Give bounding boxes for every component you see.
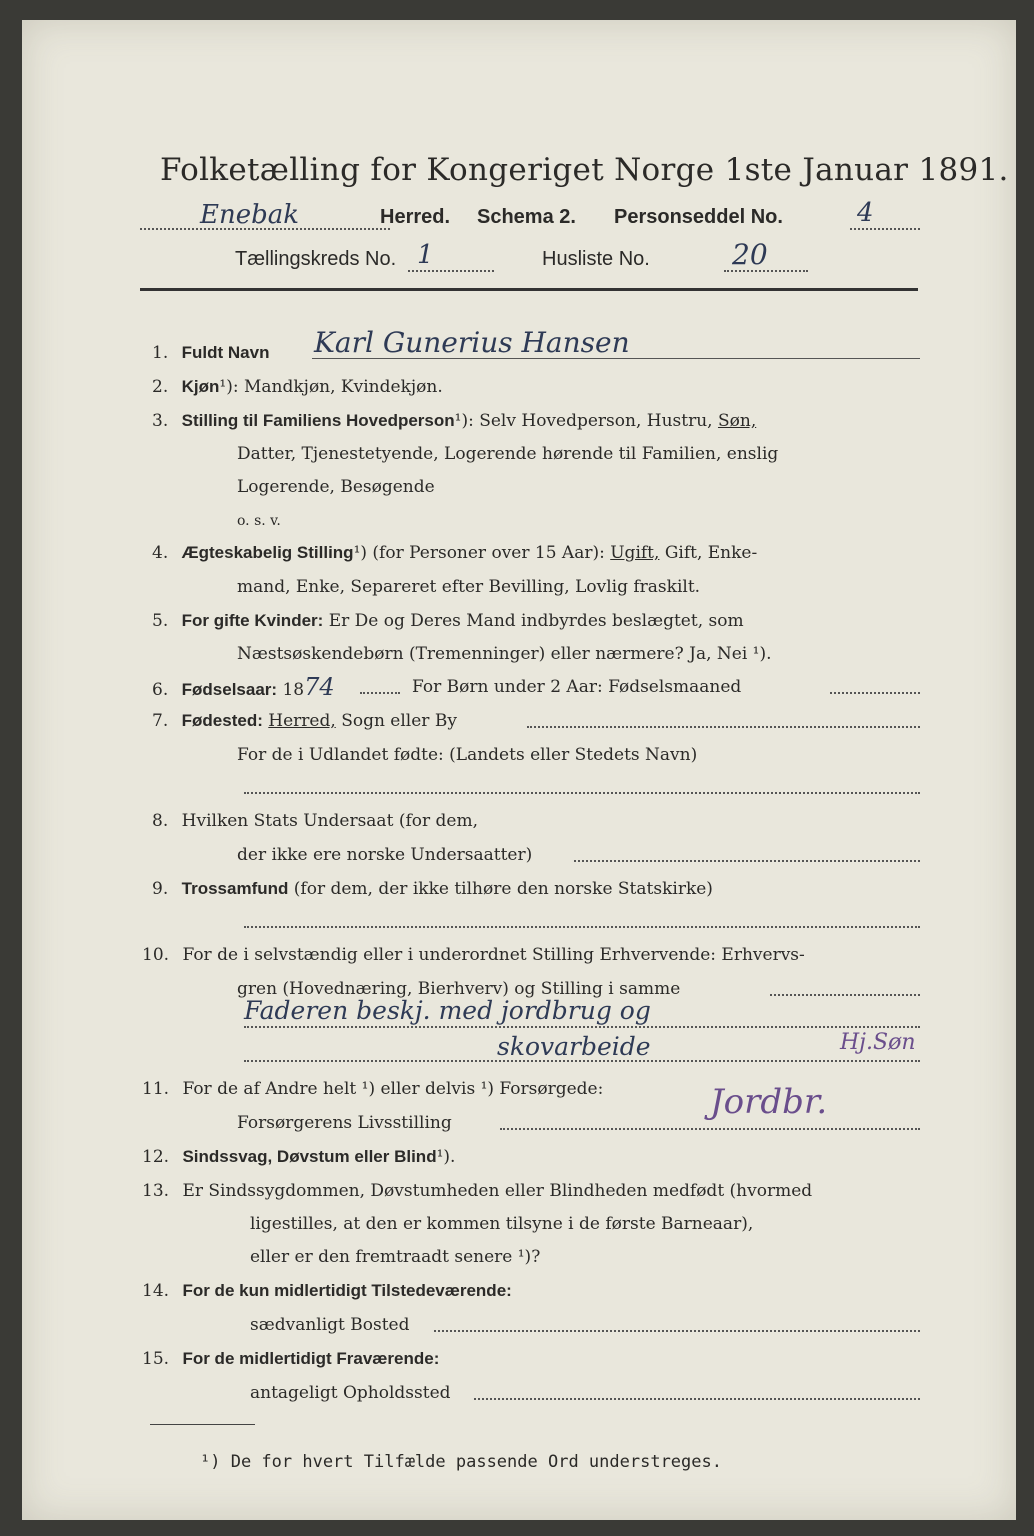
item-15-text2: antageligt Opholdssted bbox=[250, 1383, 451, 1403]
item-4-text1b: Gift, Enke- bbox=[664, 543, 758, 563]
item-10-dots-b bbox=[244, 1026, 920, 1028]
item-4-text1: ¹) (for Personer over 15 Aar): bbox=[353, 543, 605, 563]
item-10-dots bbox=[770, 994, 920, 996]
item-10-value2: skovarbeide bbox=[497, 1032, 651, 1061]
item-8-dots bbox=[574, 860, 920, 862]
item-3-text4: o. s. v. bbox=[237, 513, 281, 529]
schema-label: Schema 2. bbox=[477, 206, 576, 228]
item-15 bbox=[142, 1348, 439, 1370]
item-1 bbox=[152, 342, 269, 364]
item-13-number: 13. bbox=[142, 1181, 170, 1201]
item-9-number: 9. bbox=[152, 879, 169, 899]
form-title: Folketælling for Kongeriget Norge 1ste Januar 1891. bbox=[160, 152, 1009, 188]
item-4-text2: mand, Enke, Separeret efter Bevilling, Lovlig fraskilt. bbox=[237, 577, 701, 597]
item-7-text2: For de i Udlandet fødte: (Landets eller Stedets Navn) bbox=[237, 745, 698, 765]
personseddel-dots bbox=[850, 228, 920, 230]
item-15-dots bbox=[474, 1398, 920, 1400]
item-6-number: 6. bbox=[152, 680, 169, 700]
item-11 bbox=[142, 1078, 603, 1100]
item-3-label: Stilling til Familiens Hovedperson bbox=[181, 411, 455, 430]
item-6-prefix: 18 bbox=[282, 680, 305, 700]
item-9 bbox=[152, 878, 713, 900]
item-4-label: Ægteskabelig Stilling bbox=[181, 543, 354, 562]
item-13-text2: ligestilles, at den er kommen tilsyne i de første Barneaar), bbox=[250, 1214, 754, 1234]
item-7-dots-b bbox=[244, 792, 920, 794]
item-13-text1: Er Sindssygdommen, Døvstumheden eller Blindheden medfødt (hvormed bbox=[182, 1181, 813, 1201]
item-7-underlined: Herred, bbox=[268, 711, 336, 731]
item-10-value1: Faderen beskj. med jordbrug og bbox=[244, 996, 651, 1025]
item-5 bbox=[152, 610, 744, 632]
item-3-underlined: Søn, bbox=[717, 411, 757, 431]
herred-dots bbox=[140, 228, 390, 230]
item-14-dots bbox=[434, 1330, 920, 1332]
item-5-label: For gifte Kvinder: bbox=[181, 611, 324, 630]
census-form-page bbox=[22, 20, 1016, 1520]
item-6 bbox=[152, 673, 335, 701]
item-5-number: 5. bbox=[152, 611, 169, 631]
item-10-text1: For de i selvstændig eller i underordnet Stilling Erhvervende: Erhvervs- bbox=[182, 945, 805, 965]
herred-value: Enebak bbox=[200, 200, 300, 230]
item-12-text: ¹). bbox=[436, 1147, 456, 1167]
header-rule bbox=[140, 288, 918, 291]
item-7 bbox=[152, 710, 457, 732]
item-8-number: 8. bbox=[152, 811, 169, 831]
kreds-dots bbox=[408, 270, 494, 272]
husliste-value: 20 bbox=[732, 238, 768, 271]
item-11-annotation: Jordbr. bbox=[710, 1082, 828, 1122]
item-3-text1: ¹): Selv Hovedperson, Hustru, bbox=[454, 411, 713, 431]
item-14 bbox=[142, 1280, 512, 1302]
item-11-dots bbox=[500, 1128, 920, 1130]
item-8-text1: (for dem, bbox=[398, 811, 478, 831]
item-3-text3: Logerende, Besøgende bbox=[237, 477, 435, 497]
item-1-value: Karl Gunerius Hansen bbox=[314, 326, 630, 359]
item-12-label: Sindssvag, Døvstum eller Blind bbox=[182, 1147, 437, 1166]
kreds-value: 1 bbox=[417, 240, 434, 270]
item-2 bbox=[152, 376, 443, 398]
footnote-rule bbox=[150, 1424, 255, 1425]
herred-label: Herred. bbox=[380, 206, 451, 228]
item-11-text1: For de af Andre helt ¹) eller delvis ¹) Forsørgede: bbox=[182, 1079, 604, 1099]
personseddel-value: 4 bbox=[857, 198, 874, 228]
item-6-dots-a bbox=[360, 692, 400, 694]
husliste-dots bbox=[724, 270, 808, 272]
item-7-number: 7. bbox=[152, 711, 169, 731]
item-12 bbox=[142, 1146, 455, 1168]
item-6-text: For Børn under 2 Aar: Fødselsmaaned bbox=[412, 677, 742, 697]
item-15-number: 15. bbox=[142, 1349, 170, 1369]
item-3-text2: Datter, Tjenestetyende, Logerende hørende til Familien, enslig bbox=[237, 444, 779, 464]
item-3 bbox=[152, 410, 756, 432]
item-1-number: 1. bbox=[152, 343, 169, 363]
item-2-number: 2. bbox=[152, 377, 169, 397]
item-14-number: 14. bbox=[142, 1281, 170, 1301]
item-8-label: Hvilken Stats Undersaat bbox=[181, 811, 394, 831]
item-6-dots-b bbox=[830, 692, 920, 694]
item-13 bbox=[142, 1180, 812, 1202]
item-8-text2: der ikke ere norske Undersaatter) bbox=[237, 845, 533, 865]
item-1-line bbox=[312, 358, 920, 359]
item-7-label: Fødested: bbox=[181, 711, 263, 730]
item-1-label: Fuldt Navn bbox=[181, 343, 270, 362]
item-2-label: Kjøn bbox=[181, 377, 220, 396]
item-10-text2: gren (Hovednæring, Bierhverv) og Stilling i samme bbox=[237, 979, 681, 999]
item-4-number: 4. bbox=[152, 543, 169, 563]
footnote: ¹) De for hvert Tilfælde passende Ord understreges. bbox=[200, 1452, 722, 1472]
item-10 bbox=[142, 944, 805, 966]
item-11-number: 11. bbox=[142, 1079, 170, 1099]
item-7-dots bbox=[527, 726, 920, 728]
item-9-text: (for dem, der ikke tilhøre den norske Statskirke) bbox=[293, 879, 713, 899]
item-10-dots-c bbox=[244, 1060, 920, 1062]
item-8 bbox=[152, 810, 478, 832]
item-5-text1: Er De og Deres Mand indbyrdes beslægtet, som bbox=[328, 611, 744, 631]
item-10-annotation: Hj.Søn bbox=[840, 1030, 916, 1055]
item-9-label: Trossamfund bbox=[181, 879, 289, 898]
item-10-number: 10. bbox=[142, 945, 170, 965]
item-3-number: 3. bbox=[152, 411, 169, 431]
item-6-label: Fødselsaar: bbox=[181, 680, 278, 699]
item-14-text2: sædvanligt Bosted bbox=[250, 1315, 410, 1335]
husliste-label: Husliste No. bbox=[542, 248, 650, 270]
item-4-underlined: Ugift, bbox=[610, 543, 660, 563]
item-15-text1: For de midlertidigt Fraværende: bbox=[182, 1349, 440, 1368]
item-13-text3: eller er den fremtraadt senere ¹)? bbox=[250, 1247, 541, 1267]
item-9-dots bbox=[244, 926, 920, 928]
item-4 bbox=[152, 542, 757, 564]
item-6-value: 74 bbox=[304, 673, 335, 701]
kreds-label: Tællingskreds No. bbox=[235, 248, 397, 270]
item-5-text2: Næstsøskendebørn (Tremenninger) eller nærmere? Ja, Nei ¹). bbox=[237, 644, 772, 664]
item-7-text1: Sogn eller By bbox=[341, 711, 457, 731]
personseddel-label: Personseddel No. bbox=[614, 206, 783, 228]
item-11-text2: Forsørgerens Livsstilling bbox=[237, 1113, 452, 1133]
item-12-number: 12. bbox=[142, 1147, 170, 1167]
item-14-text1: For de kun midlertidigt Tilstedeværende: bbox=[182, 1281, 512, 1300]
item-2-text: ¹): Mandkjøn, Kvindekjøn. bbox=[219, 377, 443, 397]
